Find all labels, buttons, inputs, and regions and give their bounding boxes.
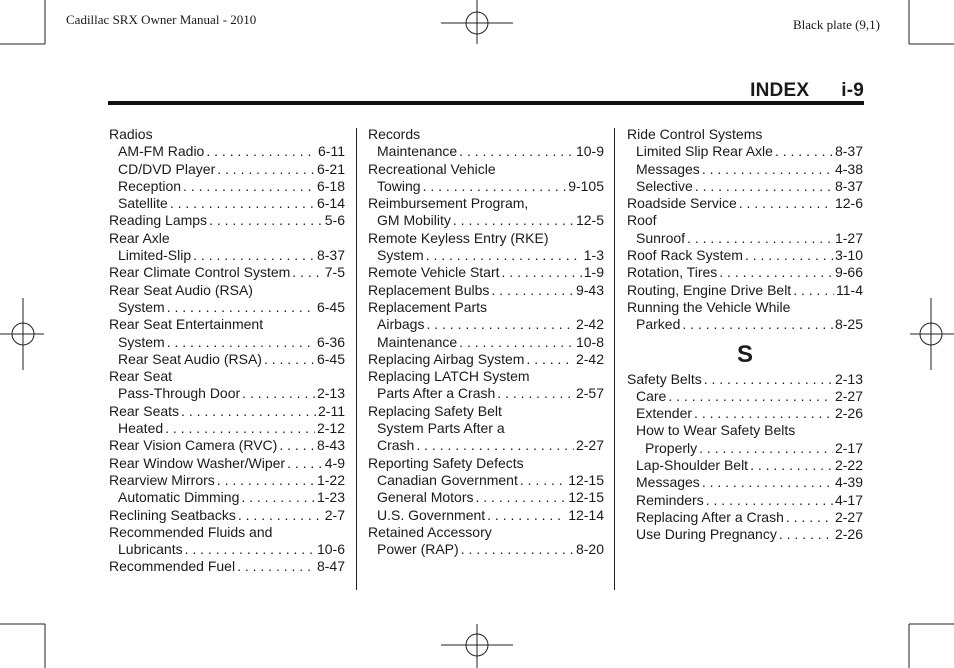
index-entry [368, 368, 604, 385]
entry-term: Rear Seat [109, 368, 173, 385]
entry-page-ref: 12-14 [568, 506, 604, 523]
entry-term: Reimbursement Program, [368, 195, 529, 212]
dot-leader [423, 178, 567, 195]
entry-term: GM Mobility [377, 212, 451, 229]
index-subentry [368, 143, 604, 160]
dot-leader [279, 437, 315, 454]
dot-leader [217, 161, 315, 178]
index-entry [368, 455, 604, 472]
index-entry [109, 403, 345, 420]
index-subentry [109, 143, 345, 160]
dot-leader [264, 351, 315, 368]
entry-term: Replacing LATCH System [368, 368, 530, 385]
entry-page-ref: 12-6 [834, 195, 863, 212]
entry-term: Radios [109, 126, 153, 142]
index-entry [109, 507, 345, 524]
page-number: i-9 [841, 80, 864, 101]
dot-leader [526, 351, 574, 368]
entry-term: Limited-Slip [118, 247, 192, 264]
dot-leader [719, 264, 833, 281]
dot-leader [502, 264, 582, 281]
entry-page-ref: 2-26 [834, 526, 863, 543]
entry-page-ref: 6-18 [316, 177, 345, 194]
dot-leader [426, 247, 582, 264]
entry-term: Rear Climate Control System [109, 264, 291, 281]
dot-leader [416, 437, 574, 454]
entry-term: System [377, 247, 424, 264]
index-subentry [627, 316, 863, 333]
entry-term: Recreational Vehicle [368, 160, 496, 177]
entry-term: Roadside Service [627, 195, 737, 212]
entry-page-ref: 1-23 [316, 489, 345, 506]
entry-page-ref: 2-7 [324, 506, 345, 523]
index-subentry [627, 474, 863, 491]
dot-leader [706, 492, 833, 509]
index-subentry [627, 405, 863, 422]
entry-page-ref: 6-11 [318, 143, 345, 160]
index-subentry [627, 526, 863, 543]
entry-term: Satellite [118, 195, 168, 212]
entry-page-ref: 11-4 [836, 281, 863, 298]
index-entry [109, 455, 345, 472]
entry-term: Replacing Airbag System [368, 350, 525, 367]
entry-term: Canadian Government [377, 471, 518, 488]
dot-leader [520, 472, 566, 489]
entry-term: System [118, 298, 165, 315]
dot-leader [775, 143, 833, 160]
dot-leader [241, 489, 315, 506]
index-subentry [368, 541, 604, 558]
index-subentry [368, 247, 604, 264]
entry-term: Maintenance [377, 143, 458, 160]
entry-page-ref: 1-3 [583, 247, 604, 264]
dot-leader [459, 143, 574, 160]
dot-leader [181, 403, 316, 420]
entry-page-ref: 4-17 [834, 491, 863, 508]
entry-term: Selective [636, 177, 693, 194]
dot-leader [475, 489, 566, 506]
entry-term: Replacing After a Crash [636, 508, 784, 525]
entry-page-ref: 9-66 [834, 264, 863, 281]
dot-leader [668, 388, 833, 405]
entry-term: System [118, 333, 165, 350]
dot-leader [292, 264, 322, 281]
dot-leader [695, 178, 833, 195]
dot-leader [682, 316, 833, 333]
entry-term: System Parts After a [377, 420, 505, 437]
dot-leader [694, 405, 833, 422]
index-subentry [109, 247, 345, 264]
entry-page-ref: 4-9 [324, 454, 345, 471]
index-subentry [109, 385, 345, 402]
index-entry [627, 126, 863, 143]
index-subentry [368, 334, 604, 351]
dot-leader [206, 143, 316, 160]
entry-term: Extender [636, 405, 693, 422]
entry-page-ref: 6-21 [316, 160, 345, 177]
entry-term: Automatic Dimming [118, 489, 240, 506]
entry-term: Messages [636, 160, 700, 177]
entry-term: Reception [118, 177, 182, 194]
entry-term: Rotation, Tires [627, 264, 718, 281]
dot-leader [238, 507, 323, 524]
entry-term: Parts After a Crash [377, 385, 496, 402]
entry-page-ref: 2-27 [575, 437, 604, 454]
entry-term: How to Wear Safety Belts [636, 422, 796, 439]
entry-term: Heated [118, 420, 164, 437]
entry-term: Safety Belts [627, 370, 702, 387]
index-subentry [109, 541, 345, 558]
index-subentry [627, 388, 863, 405]
entry-page-ref: 10-9 [575, 143, 604, 160]
entry-term: Rearview Mirrors [109, 471, 215, 488]
index-entry [368, 524, 604, 541]
entry-page-ref: 6-36 [316, 333, 345, 350]
index-entry [109, 558, 345, 575]
registration-mark-bottom [441, 624, 513, 668]
index-entry [368, 230, 604, 247]
index-subentry [627, 161, 863, 178]
index-subentry [368, 489, 604, 506]
entry-page-ref: 1-22 [316, 471, 345, 488]
dot-leader [287, 455, 323, 472]
dot-leader [193, 247, 315, 264]
entry-page-ref: 2-27 [834, 508, 863, 525]
index-title: INDEX [750, 80, 810, 101]
dot-leader [702, 474, 833, 491]
entry-term: General Motors [377, 489, 474, 506]
dot-leader [793, 282, 834, 299]
entry-page-ref: 6-14 [316, 195, 345, 212]
entry-term: Messages [636, 474, 700, 491]
entry-page-ref: 8-43 [316, 437, 345, 454]
entry-page-ref: 12-5 [575, 212, 604, 229]
entry-term: Replacing Safety Belt [368, 402, 502, 419]
entry-term: Rear Seats [109, 402, 180, 419]
index-subentry [368, 178, 604, 195]
entry-term: Running the Vehicle While [627, 298, 791, 315]
entry-term: Rear Axle [109, 229, 170, 246]
index-subentry [368, 385, 604, 402]
entry-page-ref: 2-22 [834, 457, 863, 474]
entry-page-ref: 8-37 [316, 247, 345, 264]
entry-term: CD/DVD Player [118, 160, 216, 177]
index-subentry [109, 351, 345, 368]
entry-term: Maintenance [377, 333, 458, 350]
index-subentry [368, 212, 604, 229]
entry-page-ref: 12-15 [568, 489, 604, 506]
entry-term: Remote Keyless Entry (RKE) [368, 229, 549, 246]
dot-leader [217, 472, 315, 489]
index-entry [109, 316, 345, 333]
index-column-2 [368, 126, 604, 558]
entry-term: Recommended Fluids and [109, 523, 273, 540]
entry-term: Retained Accessory [368, 523, 492, 540]
index-subentry [109, 489, 345, 506]
index-entry [368, 195, 604, 212]
index-subentry [627, 422, 863, 439]
index-subentry [109, 178, 345, 195]
entry-term: Care [636, 387, 667, 404]
entry-page-ref: 8-47 [316, 558, 345, 575]
entry-page-ref: 9-105 [568, 177, 604, 194]
index-subentry [368, 507, 604, 524]
dot-leader [185, 541, 315, 558]
entry-term: Reminders [636, 491, 704, 508]
dot-leader [745, 247, 833, 264]
index-subentry [368, 472, 604, 489]
index-subentry [109, 161, 345, 178]
entry-page-ref: 6-45 [316, 350, 345, 367]
entry-term: Reclining Seatbacks [109, 506, 236, 523]
column-divider [356, 128, 357, 590]
entry-term: Properly [645, 439, 698, 456]
entry-term: Power (RAP) [377, 541, 459, 558]
index-subentry [627, 509, 863, 526]
index-entry [627, 264, 863, 281]
dot-leader [699, 440, 833, 457]
registration-mark-right [910, 298, 954, 370]
entry-page-ref: 2-27 [834, 387, 863, 404]
dot-leader [167, 299, 315, 316]
entry-page-ref: 2-42 [575, 350, 604, 367]
entry-term: Remote Vehicle Start [368, 264, 500, 281]
index-subentry [627, 230, 863, 247]
dot-leader [702, 161, 833, 178]
entry-page-ref: 8-37 [834, 143, 863, 160]
dot-leader [167, 334, 315, 351]
index-subentry [627, 492, 863, 509]
entry-term: U.S. Government [377, 506, 486, 523]
dot-leader [704, 371, 833, 388]
entry-page-ref: 9-43 [575, 281, 604, 298]
entry-page-ref: 2-57 [575, 385, 604, 402]
entry-term: Routing, Engine Drive Belt [627, 281, 792, 298]
entry-page-ref: 8-20 [575, 541, 604, 558]
section-letter: S [736, 340, 753, 368]
dot-leader [242, 385, 315, 402]
index-entry [109, 126, 345, 143]
print-header-left: Cadillac SRX Owner Manual - 2010 [66, 12, 257, 27]
entry-term: Roof Rack System [627, 247, 743, 264]
dot-leader [237, 558, 315, 575]
entry-page-ref: 2-17 [834, 439, 863, 456]
page-heading [108, 80, 864, 102]
entry-page-ref: 4-38 [834, 160, 863, 177]
registration-mark-top [441, 0, 513, 44]
entry-term: Records [368, 126, 421, 142]
index-subentry [368, 316, 604, 333]
index-entry [627, 195, 863, 212]
dot-leader [170, 195, 315, 212]
entry-term: Replacement Bulbs [368, 281, 490, 298]
dot-leader [687, 230, 833, 247]
index-subentry [109, 299, 345, 316]
entry-page-ref: 10-8 [575, 333, 604, 350]
entry-term: Ride Control Systems [627, 126, 763, 142]
entry-page-ref: 1-9 [583, 264, 604, 281]
entry-page-ref: 8-25 [834, 316, 863, 333]
entry-page-ref: 7-5 [324, 264, 345, 281]
index-subentry [109, 334, 345, 351]
dot-leader [739, 195, 833, 212]
dot-leader [487, 507, 566, 524]
entry-term: Rear Seat Entertainment [109, 316, 264, 333]
entry-page-ref: 6-45 [316, 298, 345, 315]
dot-leader [461, 541, 574, 558]
entry-term: Replacement Parts [368, 298, 488, 315]
entry-term: Limited Slip Rear Axle [636, 143, 773, 160]
index-entry [368, 161, 604, 178]
index-entry [109, 437, 345, 454]
index-entry [627, 299, 863, 316]
entry-term: Airbags [377, 316, 425, 333]
dot-leader [779, 526, 833, 543]
entry-page-ref: 2-12 [316, 420, 345, 437]
dot-leader [786, 509, 833, 526]
index-entry [627, 212, 863, 229]
entry-page-ref: 5-6 [324, 212, 345, 229]
entry-page-ref: 2-13 [834, 370, 863, 387]
entry-term: Parked [636, 316, 681, 333]
index-entry [109, 368, 345, 385]
dot-leader [183, 178, 315, 195]
index-entry [368, 264, 604, 281]
index-entry [627, 371, 863, 388]
entry-page-ref: 2-13 [316, 385, 345, 402]
index-subentry [368, 437, 604, 454]
index-entry [109, 230, 345, 247]
dot-leader [750, 457, 833, 474]
entry-term: Rear Vision Camera (RVC) [109, 437, 278, 454]
index-subentry [109, 420, 345, 437]
index-column-3 [627, 126, 863, 544]
index-entry [368, 126, 604, 143]
index-entry [109, 472, 345, 489]
entry-term: Roof [627, 212, 657, 229]
column-divider [614, 128, 615, 590]
dot-leader [453, 212, 574, 229]
index-entry [109, 282, 345, 299]
entry-term: Lap-Shoulder Belt [636, 457, 749, 474]
index-entry [368, 403, 604, 420]
entry-page-ref: 1-27 [834, 229, 863, 246]
print-header-right: Black plate (9,1) [793, 17, 880, 32]
entry-term: Recommended Fuel [109, 558, 236, 575]
index-column-1 [109, 126, 345, 576]
entry-term: Lubricants [118, 541, 183, 558]
index-entry [627, 247, 863, 264]
index-entry [368, 351, 604, 368]
heading-rule [108, 101, 864, 105]
index-entry [109, 524, 345, 541]
dot-leader [497, 385, 574, 402]
entry-page-ref: 3-10 [834, 247, 863, 264]
dot-leader [491, 282, 574, 299]
index-subentry [627, 178, 863, 195]
index-entry [368, 299, 604, 316]
entry-term: Towing [377, 177, 421, 194]
entry-term: Pass-Through Door [118, 385, 241, 402]
entry-term: AM-FM Radio [118, 143, 205, 160]
registration-mark-left [0, 298, 44, 370]
entry-page-ref: 12-15 [568, 471, 604, 488]
entry-term: Reporting Safety Defects [368, 454, 524, 471]
entry-page-ref: 8-37 [834, 177, 863, 194]
index-entry [368, 282, 604, 299]
entry-page-ref: 4-39 [834, 474, 863, 491]
index-subentry [109, 195, 345, 212]
index-subentry [627, 440, 863, 457]
entry-term: Crash [377, 437, 415, 454]
entry-page-ref: 10-6 [316, 541, 345, 558]
index-subentry [627, 143, 863, 160]
entry-term: Rear Seat Audio (RSA) [118, 350, 262, 367]
index-subentry [627, 457, 863, 474]
index-subentry [368, 420, 604, 437]
entry-term: Rear Seat Audio (RSA) [109, 281, 253, 298]
entry-page-ref: 2-26 [834, 405, 863, 422]
entry-term: Use During Pregnancy [636, 526, 777, 543]
entry-page-ref: 2-42 [575, 316, 604, 333]
entry-term: Sunroof [636, 229, 686, 246]
index-entry [109, 264, 345, 281]
dot-leader [426, 316, 574, 333]
dot-leader [165, 420, 315, 437]
entry-term: Rear Window Washer/Wiper [109, 454, 286, 471]
index-entry [109, 212, 345, 229]
entry-page-ref: 2-11 [318, 402, 345, 419]
dot-leader [209, 212, 323, 229]
dot-leader [459, 334, 574, 351]
index-entry [627, 282, 863, 299]
entry-term: Reading Lamps [109, 212, 208, 229]
